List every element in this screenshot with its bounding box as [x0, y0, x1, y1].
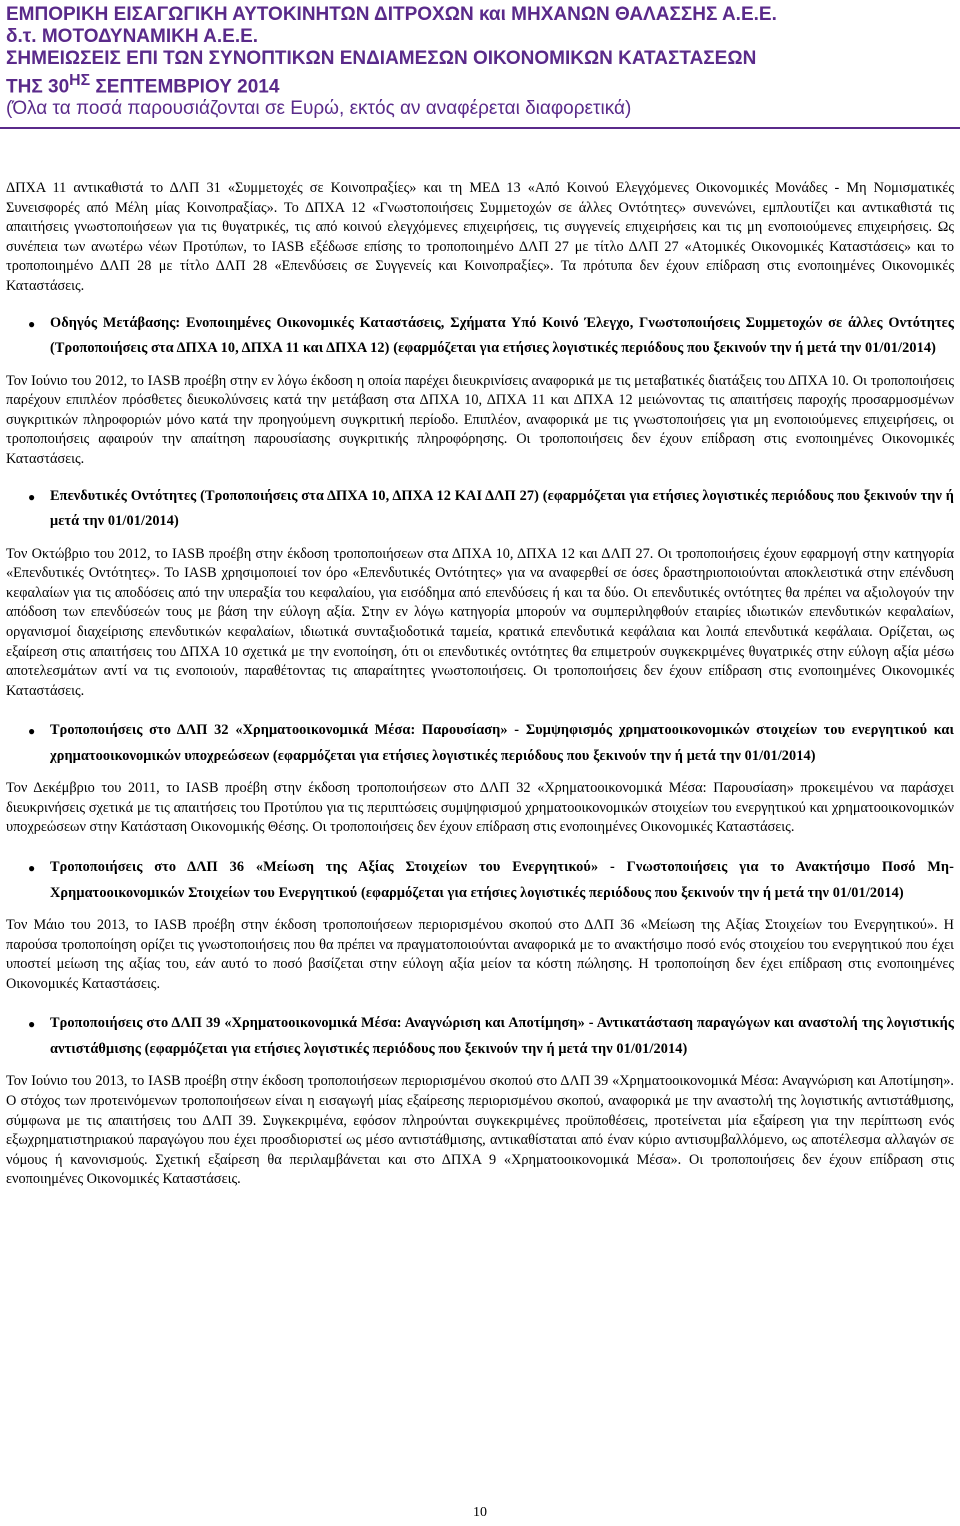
bullet-icon: ●	[28, 489, 36, 504]
bullet-icon: ●	[28, 1017, 36, 1032]
bullet-heading: Οδηγός Μετάβασης: Ενοποιημένες Οικονομικές Καταστάσεις, Σχήματα Υπό Κοινό Έλεγχο, Γνωστοποιήσεις Συμμετοχών σε άλλες Οντότητες (Τροποποιήσεις στα ΔΠΧΑ 10, ΔΠΧΑ 11 και ΔΠΧΑ 12) (εφαρμόζεται για ετήσιες λογιστικές περιόδους που ξεκινούν την ή μετά την 01/01/2014)	[50, 314, 954, 357]
body-paragraph: Τον Ιούνιο του 2013, το IASB προέβη στην έκδοση τροποποιήσεων περιορισμένου σκοπού στο ΔΛΠ 39 «Χρηματοοικονομικά Μέσα: Αναγνώριση και Αποτίμηση». Ο στόχος των προτεινόμενων τροποποιήσεων είναι η εισαγωγή μίας εξαίρεσης περιορισμένου σκοπού, αναφορικά με την αναστολή της λογιστικής αντιστάθμισης, σύμφωνα με τις απαιτήσεις του ΔΛΠ 39. Συγκεκριμένα, εφόσον πληρούνται συγκεκριμένες προϋποθέσεις, προτείνεται μία εξαίρεση για την περίπτωση ενός εξωχρηματιστηριακού παραγώγου που έχει προσδιοριστεί ως μέσο αντιστάθμισης, αντικαθίσταται από έναν κύριο αντισυμβαλλόμενο, ως αποτέλεσμα αλλαγών σε νόμους ή κανονισμούς. Σχετική εξαίρεση θα περιλαμβάνεται και στο ΔΠΧΑ 9 «Χρηματοοικονομικά Μέσα». Οι τροποποιήσεις δεν έχουν επίδραση στις ενοποιημένες Οικονομικές Καταστάσεις.	[6, 1073, 954, 1188]
bullet-heading: Τροποποιήσεις στο ΔΛΠ 36 «Μείωση της Αξίας Στοιχείων του Ενεργητικού» - Γνωστοποιήσεις για το Ανακτήσιμο Ποσό Μη-Χρηματοοικονομικών Στοιχείων του Ενεργητικού (εφαρμόζεται για ετήσιες λογιστικές περιόδους που ξεκινούν την ή μετά την 01/01/2014)	[50, 859, 954, 901]
page-number: 10	[473, 1505, 487, 1520]
body-paragraph: Τον Ιούνιο του 2012, το IASB προέβη στην εν λόγω έκδοση η οποία παρέχει διευκρινίσεις αναφορικά με τις μεταβατικές διατάξεις του ΔΠΧΑ 10. Οι τροποποιήσεις παρέχουν επιπλέον πρόσθετες διευκολύνσεις κατά την μετάβαση στα ΔΠΧΑ 10, ΔΠΧΑ 11 και ΔΠΧΑ 12 μειώνοντας τις απαιτήσεις παροχής προσαρμοσμένων συγκριτικών πληροφοριών μόνο κατά την προηγούμενη συγκριτική περίοδο. Επιπλέον, αναφορικά με τις γνωστοποιήσεις για μη ενοποιούμενες επιχειρήσεις, οι τροποποιήσεις αφαιρούν την απαίτηση παρουσίασης συγκριτικής πληροφόρησης. Οι τροποποιήσεις δεν έχουν επίδραση στις ενοποιημένες Οικονομικές Καταστάσεις.	[6, 372, 954, 467]
bullet-item	[6, 718, 954, 769]
bullet-icon: ●	[28, 861, 36, 876]
body-paragraph: Τον Μάιο του 2013, το IASB προέβη στην έκδοση τροποποιήσεων περιορισμένου σκοπού στο ΔΛΠ 36 «Μείωση της Αξίας Στοιχείων του Ενεργητικού». Η παρούσα τροποποίηση ορίζει τις γνωστοποιήσεις που θα πρέπει να πραγματοποιούνται αναφορικά με το ανακτήσιμο ποσό ενός στοιχείου του ενεργητικού που έχει υποστεί μείωση της αξίας του, εάν αυτό το ποσό βασίζεται στην εύλογη αξία μείον τα κόστη πώλησης. Η τροποποίηση δεν έχει επίδραση στις ενοποιημένες Οικονομικές Καταστάσεις.	[6, 917, 954, 992]
body-paragraph: Τον Οκτώβριο του 2012, το IASB προέβη στην έκδοση τροποποιήσεων στα ΔΠΧΑ 10, ΔΠΧΑ 12 και ΔΛΠ 27. Οι τροποποιήσεις έχουν εφαρμογή στην κατηγορία «Επενδυτικές Οντότητες». Το IASB χρησιμοποιεί τον όρο «Επενδυτικές Οντότητες» για να αναφερθεί σε όσες δραστηριοποιούνται αποκλειστικά στην επένδυση κεφαλαίων για τις αποδόσεις από την υπεραξία του κεφαλαίου, για εισόδημα από επενδύσεις ή και τα δύο. Οι επενδυτικές οντότητες θα πρέπει να αξιολογούν την απόδοση των επενδύσεών τους με βάση την εύλογη αξία. Στην εν λόγω κατηγορία μπορούν να συμπεριληφθούν εταιρίες ιδιωτικών επενδυτικών κεφαλαίων, οργανισμοί διαχείρισης επενδυτικών κεφαλαίων, ιδιωτικά συνταξιοδοτικά ταμεία, κρατικά επενδυτικά κεφάλαια και λοιπά επενδυτικά κεφάλαια. Ορίζεται, ως εξαίρεση στις απαιτήσεις του ΔΠΧΑ 10 σχετικά με την ενοποίηση, ότι οι επενδυτικές οντότητες θα επιμετρούν συγκεκριμένες θυγατρικές στην εύλογη αξία μέσω αποτελεσμάτων αντί να τις ενοποιούν, παραθέτοντας τις απαραίτητες γνωστοποιήσεις. Οι τροποποιήσεις δεν έχουν επίδραση στις ενοποιημένες Οικονομικές Καταστάσεις.	[6, 545, 954, 699]
page-body	[6, 179, 954, 1190]
bullet-icon: ●	[28, 724, 36, 739]
body-paragraph: Τον Δεκέμβριο του 2011, το IASB προέβη στην έκδοση τροποποιήσεων στο ΔΛΠ 32 «Χρηματοοικονομικά Μέσα: Παρουσίαση» προκειμένου να παράσχει διευκρινήσεις σχετικά με τις απαιτήσεις του Προτύπου για τις περιπτώσεις συμψηφισμού χρηματοοικονομικών στοιχείων του ενεργητικού και χρηματοοικονομικών υποχρεώσεων στην Κατάσταση Οικονομικής Θέσης. Οι τροποποιήσεις δεν έχουν επίδραση στις ενοποιημένες Οικονομικές Καταστάσεις.	[6, 780, 954, 836]
bullet-icon: ●	[28, 316, 36, 331]
currency-note: (Όλα τα ποσά παρουσιάζονται σε Ευρώ, εκτός αν αναφέρεται διαφορετικά)	[6, 98, 632, 120]
bullet-item	[6, 855, 954, 906]
document-header	[6, 4, 956, 120]
bullet-heading: Επενδυτικές Οντότητες (Τροποποιήσεις στα ΔΠΧΑ 10, ΔΠΧΑ 12 ΚΑΙ ΔΛΠ 27) (εφαρμόζεται για ετήσιες λογιστικές περιόδους που ξεκινούν την ή μετά την 01/01/2014)	[50, 487, 954, 530]
bullet-heading: Τροποποιήσεις στο ΔΛΠ 32 «Χρηματοοικονομικά Μέσα: Παρουσίαση» - Συμψηφισμός χρηματοοικονομικών στοιχείων του ενεργητικού και χρηματοοικονομικών υποχρεώσεων (εφαρμόζεται για ετήσιες λογιστικές περιόδους που ξεκινούν την ή μετά την 01/01/2014)	[50, 722, 954, 764]
bullet-heading: Τροποποιήσεις στο ΔΛΠ 39 «Χρηματοοικονομικά Μέσα: Αναγνώριση και Αποτίμηση» - Αντικατάσταση παραγώγων και αναστολή της λογιστικής αντιστάθμισης (εφαρμόζεται για ετήσιες λογιστικές περιόδους που ξεκινούν την ή μετά την 01/01/2014)	[50, 1015, 954, 1057]
bullet-item	[6, 1011, 954, 1062]
ordinal-suffix: ΗΣ	[69, 72, 91, 89]
company-name: ΕΜΠΟΡΙΚΗ ΕΙΣΑΓΩΓΙΚΗ ΑΥΤΟΚΙΝΗΤΩΝ ΔΙΤΡΟΧΩΝ και ΜΗΧΑΝΩΝ ΘΑΛΑΣΣΗΣ Α.Ε.Ε.	[6, 4, 777, 25]
bullet-item	[6, 311, 954, 362]
period-title: ΤΗΣ $30^{H\Sigma}$ ΣΕΠΤΕΜΒΡΙΟΥ 2014	[6, 72, 280, 98]
company-trade-name: δ.τ. ΜΟΤΟΔΥΝΑΜΙΚΗ Α.Ε.Ε.	[6, 26, 259, 47]
bullet-item	[6, 484, 954, 535]
intro-paragraph: ΔΠΧΑ 11 αντικαθιστά το ΔΛΠ 31 «Συμμετοχές σε Κοινοπραξίες» και τη ΜΕΔ 13 «Από Κοινού Ελεγχόμενες Οικονομικές Μονάδες - Μη Νομισματικές Συνεισφορές από Μέλη μίας Κοινοπραξίας». Το ΔΠΧΑ 12 «Γνωστοποιήσεις Συμμετοχών σε άλλες Οντότητες» συνενώνει, εμπλουτίζει και αντικαθιστά τις απαιτήσεις γνωστοποιήσεων για τις θυγατρικές, τις από κοινού ελεγχόμενες επιχειρήσεις, τις συγγενείς επιχειρήσεις και τις μη ενοποιούμενες επιχειρήσεις. Ως συνέπεια των ανωτέρω νέων Προτύπων, το IASB εξέδωσε επίσης το τροποποιημένο ΔΛΠ 27 με τίτλο ΔΛΠ 27 «Ατομικές Οικονομικές Καταστάσεις» και το τροποποιημένο ΔΛΠ 28 με τίτλο ΔΛΠ 28 «Επενδύσεις σε Συγγενείς και Κοινοπραξίες». Τα πρότυπα δεν έχουν επίδραση στις ενοποιημένες Οικονομικές Καταστάσεις.	[6, 180, 954, 294]
notes-title: ΣΗΜΕΙΩΣΕΙΣ ΕΠΙ ΤΩΝ ΣΥΝΟΠΤΙΚΩΝ ΕΝΔΙΑΜΕΣΩΝ ΟΙΚΟΝΟΜΙΚΩΝ ΚΑΤΑΣΤΑΣΕΩΝ	[6, 48, 757, 69]
header-rule	[0, 127, 960, 129]
